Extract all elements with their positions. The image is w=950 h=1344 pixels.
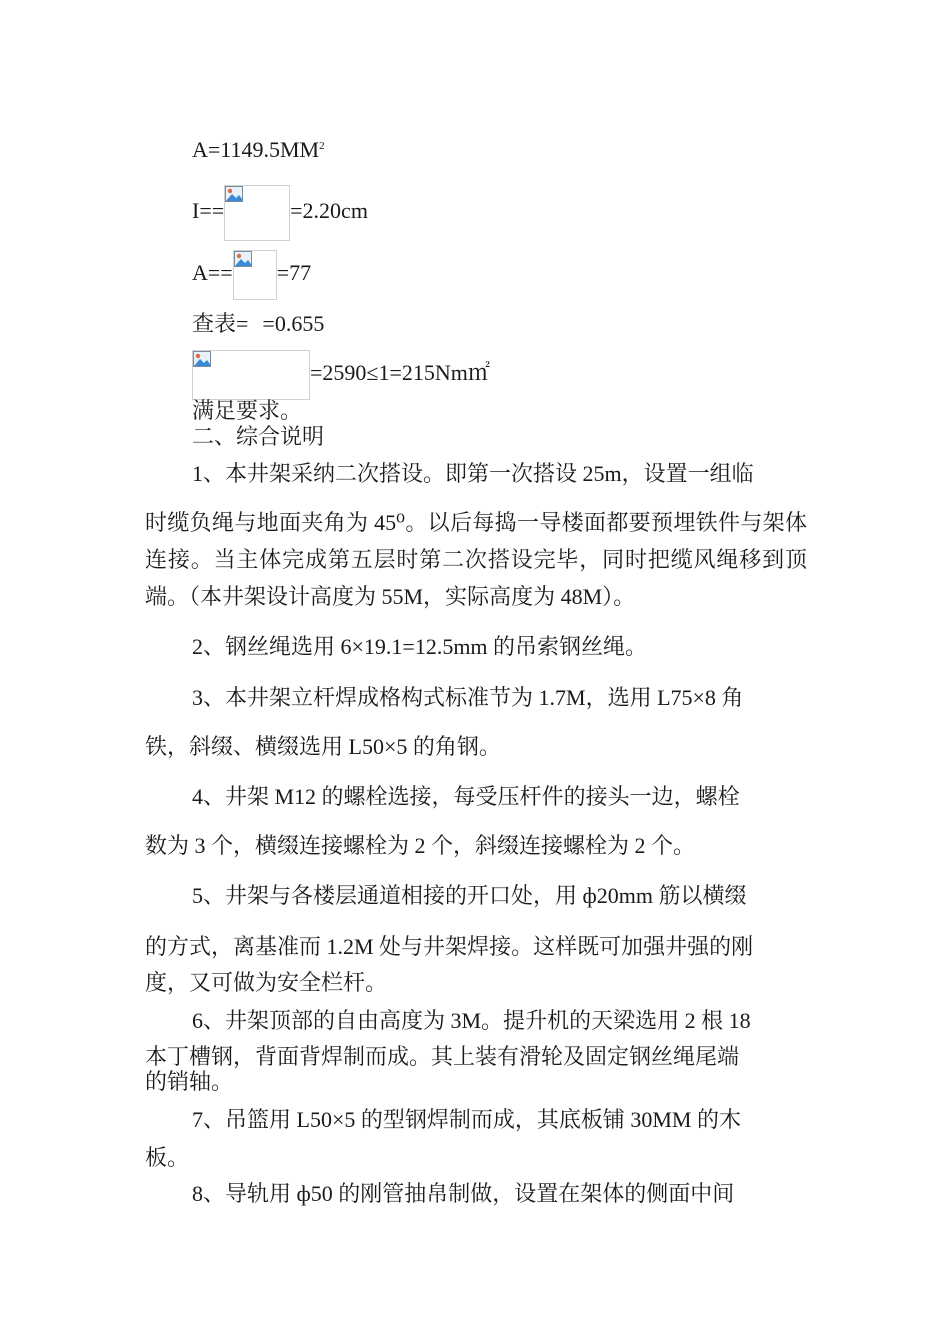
paragraph-4-body: 数为 3 个，横缀连接螺栓为 2 个，斜缀连接螺栓为 2 个。 [145, 833, 696, 858]
paragraph-4-first-line: 4、井架 M12 的螺栓选接，每受压杆件的接头一边，螺栓 [192, 784, 740, 809]
paragraph-7-first-line: 7、吊篮用 L50×5 的型钢焊制而成，其底板铺 30MM 的木 [192, 1107, 741, 1132]
formula-table-result: =0.655 [262, 311, 325, 336]
paragraph-1 [145, 458, 807, 615]
section-title: 二、综合说明 [192, 424, 325, 449]
broken-image-icon [225, 186, 243, 202]
paragraph-7-body: 板。 [145, 1145, 190, 1170]
broken-image-icon [193, 351, 211, 367]
formula-table-prefix: 查表= [192, 311, 249, 336]
paragraph-5-first-line: 5、井架与各楼层通道相接的开口处，用 ф20mm 筋以横缀 [192, 883, 747, 908]
paragraph-8-first-line: 8、导轨用 ф50 的刚管抽帛制做，设置在架体的侧面中间 [192, 1181, 735, 1206]
formula-inertia-prefix: I== [192, 198, 225, 223]
formula-table-lookup [192, 310, 324, 338]
formula-area-text: A=1149.5MM [192, 137, 320, 162]
paragraph-3-first-line: 3、本井架立杆焊成格构式标准节为 1.7M，选用 L75×8 角 [192, 685, 744, 710]
paragraph-6-line-2: 本丁槽钢，背面背焊制而成。其上装有滑轮及固定钢丝绳尾端 [145, 1044, 740, 1069]
conclusion-text: 满足要求。 [192, 398, 303, 423]
paragraph-3-body: 铁，斜缀、横缀选用 L50×5 的角钢。 [145, 734, 501, 759]
paragraph-1-first-line: 1、本井架采纳二次搭设。即第一次搭设 25m，设置一组临 [192, 461, 754, 486]
formula-stress [192, 348, 490, 398]
formula-inertia-result: =2.20cm [290, 198, 368, 223]
broken-image-placeholder [192, 350, 310, 400]
broken-image-placeholder [224, 185, 290, 241]
broken-image-icon [234, 251, 252, 267]
paragraph-6-line-3: 的销轴。 [145, 1069, 234, 1094]
formula-area [192, 136, 325, 164]
formula-slenderness-prefix: A== [192, 260, 233, 285]
formula-area-superscript: 2 [319, 140, 325, 152]
paragraph-6-first-line: 6、井架顶部的自由高度为 3M。提升机的天梁选用 2 根 18 [192, 1008, 751, 1033]
formula-inertia [192, 183, 368, 239]
paragraph-5-line-3: 度，又可做为安全栏杆。 [145, 970, 388, 995]
formula-slenderness-result: =77 [276, 260, 312, 285]
broken-image-placeholder [233, 250, 277, 300]
formula-slenderness [192, 248, 311, 298]
paragraph-5-line-2: 的方式，离基准而 1.2M 处与井架焊接。这样既可加强井强的刚 [145, 934, 754, 959]
formula-stress-result: =2590≤1=215Nm㎡ [310, 360, 490, 385]
paragraph-2: 2、钢丝绳选用 6×19.1=12.5mm 的吊索钢丝绳。 [192, 634, 648, 659]
paragraph-1-body: 时缆负绳与地面夹角为 45⁰。以后每捣一导楼面都要预埋铁件与架体连接。当主体完成第五层时第二次搭设完毕，同时把缆风绳移到顶端。（本井架设计高度为 55M，实际高度为 48M）。 [145, 510, 807, 609]
